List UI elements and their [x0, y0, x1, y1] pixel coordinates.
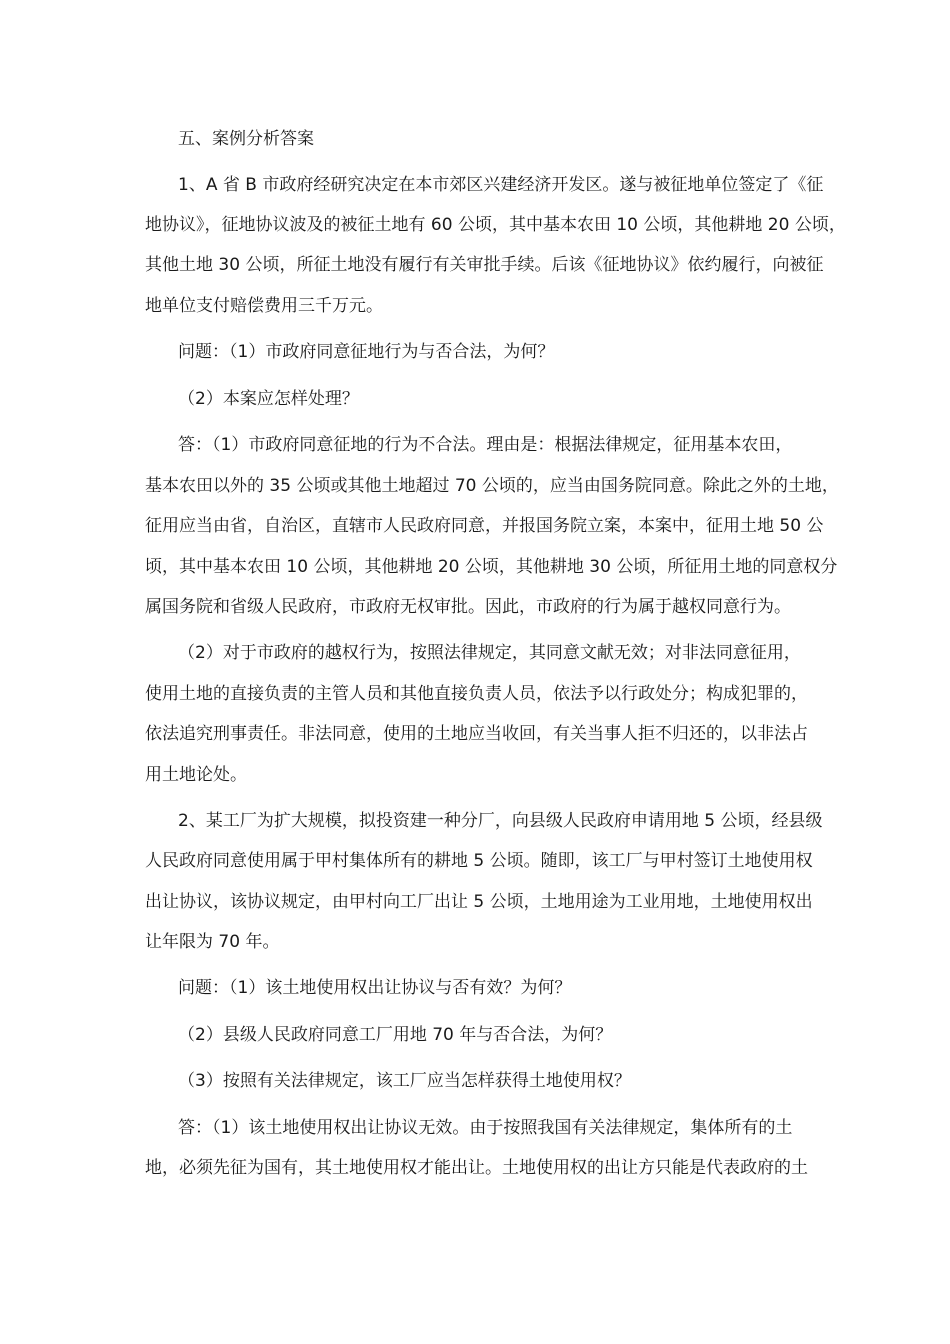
text-line: 1、A 省 B 市政府经研究决定在本市郊区兴建经济开发区。遂与被征地单位签定了《征 [178, 175, 824, 195]
text-line: 基本农田以外的 35 公顷或其他土地超过 70 公顷的，应当由国务院同意。除此之外的土地， [145, 476, 839, 496]
text-line: 答：（1）市政府同意征地的行为不合法。理由是：根据法律规定，征用基本农田， [178, 435, 793, 455]
text-line: 用土地论处。 [145, 765, 247, 785]
text-line: 2、某工厂为扩大规模，拟投资建一种分厂，向县级人民政府申请用地 5 公顷，经县级 [178, 811, 823, 831]
text-line: 其他土地 30 公顷，所征土地没有履行有关审批手续。后该《征地协议》依约履行，向被征 [145, 255, 824, 275]
text-line: 地，必须先征为国有，其土地使用权才能出让。土地使用权的出让方只能是代表政府的土 [145, 1158, 808, 1178]
text-line: 使用土地的直接负责的主管人员和其他直接负责人员，依法予以行政处分；构成犯罪的， [145, 684, 808, 704]
text-line: 属国务院和省级人民政府，市政府无权审批。因此，市政府的行为属于越权同意行为。 [145, 597, 791, 617]
text-line: 依法追究刑事责任。非法同意，使用的土地应当收回，有关当事人拒不归还的，以非法占 [145, 724, 808, 744]
text-line: 征用应当由省，自治区，直辖市人民政府同意，并报国务院立案，本案中，征用土地 50 公 [145, 516, 824, 536]
text-line: 让年限为 70 年。 [145, 932, 280, 952]
text-line: 人民政府同意使用属于甲村集体所有的耕地 5 公顷。随即，该工厂与甲村签订土地使用权 [145, 851, 813, 871]
text-line: 问题：（1）该土地使用权出让协议与否有效？为何？ [178, 978, 572, 998]
text-line: （2）县级人民政府同意工厂用地 70 年与否合法，为何？ [178, 1025, 613, 1045]
text-line: （2）对于市政府的越权行为，按照法律规定，其同意文献无效；对非法同意征用， [178, 643, 801, 663]
text-line: （3）按照有关法律规定，该工厂应当怎样获得土地使用权？ [178, 1071, 631, 1091]
text-line: 顷，其中基本农田 10 公顷，其他耕地 20 公顷，其他耕地 30 公顷，所征用土地的同意权分 [145, 557, 838, 577]
text-line: 地单位支付赔偿费用三千万元。 [145, 296, 383, 316]
text-line: 答：（1）该土地使用权出让协议无效。由于按照我国有关法律规定，集体所有的土 [178, 1118, 793, 1138]
section-heading: 五、案例分析答案 [178, 129, 314, 149]
text-line: 出让协议，该协议规定，由甲村向工厂出让 5 公顷，土地用途为工业用地，土地使用权出 [145, 892, 813, 912]
text-line: （2）本案应怎样处理？ [178, 389, 359, 409]
text-line: 问题：（1）市政府同意征地行为与否合法，为何？ [178, 342, 555, 362]
text-line: 地协议》，征地协议波及的被征土地有 60 公顷，其中基本农田 10 公顷，其他耕地 20 公顷， [145, 215, 846, 235]
